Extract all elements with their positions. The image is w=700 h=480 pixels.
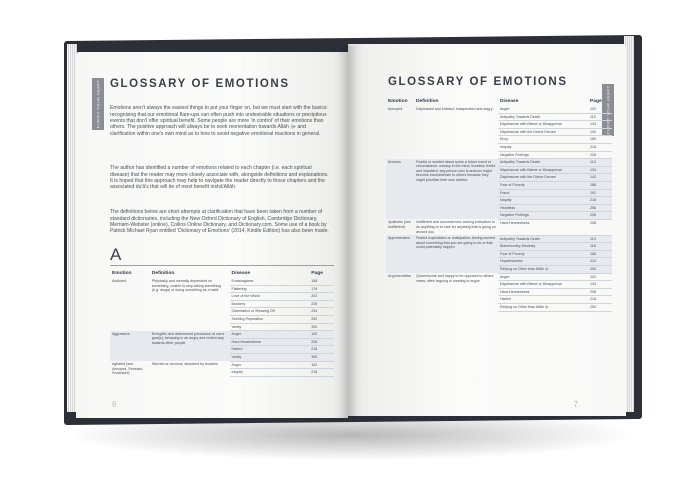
page-cell: 102 [309, 361, 334, 369]
left-page-title: GLOSSARY OF EMOTIONS [110, 78, 290, 90]
disease-cell: Antipathy Towards Death [498, 235, 588, 243]
page-cell: 214 [588, 258, 612, 266]
disease-cell: Displeasure with Blame or Disapproval [498, 166, 588, 174]
page-cell: 110 [588, 159, 612, 167]
disease-cell: Mockery [230, 300, 310, 308]
disease-cell: Anger [498, 273, 588, 281]
disease-cell: Fear of Poverty [498, 181, 588, 189]
disease-cell: Envy [498, 136, 588, 144]
emotion-cell: Anxious [386, 159, 414, 220]
disease-cell: Vanity [230, 353, 310, 361]
left-glossary-table [110, 268, 334, 377]
right-glossary-table [386, 96, 612, 312]
column-header: Page [311, 271, 323, 276]
left-page [76, 52, 348, 418]
right-side-tab-label: PURIFY YOUR HEART [605, 85, 611, 135]
emotion-cell: Argumentative [388, 274, 412, 279]
page-cell: 256 [588, 204, 612, 212]
table-row [386, 273, 612, 281]
page-cell: 118 [588, 243, 612, 251]
disease-cell: Iniquity [498, 143, 588, 151]
section-rule [110, 265, 334, 266]
page-cell: 234 [309, 308, 334, 316]
emotion-cell: Apathetic (see Indifferent) [388, 220, 411, 229]
disease-cell: Displeasure with Blame or Disapproval [498, 281, 588, 289]
disease-cell: Anger [498, 106, 588, 113]
disease-cell: Displeasure with the Divine Decree [498, 174, 588, 182]
column-header: Emotion [388, 99, 408, 104]
disease-cell: Negative Feelings [498, 212, 588, 220]
left-side-tab [92, 78, 104, 130]
disease-cell: Hopelessness [498, 258, 588, 266]
page-cell: 226 [588, 151, 612, 159]
disease-cell: Hard-Heartedness [230, 338, 310, 346]
page-cell: 176 [309, 285, 334, 293]
emotion-cell: Aggressive [110, 331, 150, 361]
page-cell: 254 [588, 304, 612, 312]
column-header: Emotion [112, 271, 132, 276]
table-row [110, 361, 334, 369]
page-cell: 218 [588, 197, 612, 205]
definition-cell: Quarrelsome and happy to be opposed to others' views; often arguing or wanting to argue [416, 274, 495, 283]
definition-cell: Fearful or worried about some a future event or circumstance; uneasy in the mind; troubled, fretful and impatient; any person who is anxious might become inconsiderate to others because they might prioritise their own welfare [414, 159, 498, 220]
page-cell: 110 [588, 113, 612, 121]
book-gutter [338, 46, 358, 418]
disease-cell: Fear of Poverty [498, 250, 588, 258]
definition-cell: Fearful expectation or anticipation; feeling worried about something that you are going to do or that could potentially happen [414, 235, 498, 273]
right-page-title: GLOSSARY OF EMOTIONS [388, 76, 568, 88]
right-page-number: 7 [573, 400, 578, 409]
disease-cell: Relying on Other than Allāh ﷻ [498, 266, 588, 274]
page-cell: 254 [588, 266, 612, 274]
disease-cell: Love of the World [230, 293, 310, 301]
page-cell: 186 [588, 250, 612, 258]
disease-cell: Antipathy Towards Death [498, 113, 588, 121]
disease-cell: Relying on Other than Allāh ﷻ [498, 304, 588, 312]
disease-cell: Seeking Reputation [230, 315, 310, 323]
page-cell: 262 [309, 315, 334, 323]
table-row [386, 159, 612, 167]
column-header: Disease [500, 99, 519, 104]
disease-cell: Hatred [498, 296, 588, 304]
emotion-cell: Apprehensive [386, 235, 414, 273]
page-cell: 226 [588, 212, 612, 220]
page-cell: 142 [588, 174, 612, 182]
page-cell: 102 [588, 273, 612, 281]
table-row [386, 219, 612, 235]
disease-cell: Displeasure with the Divine Decree [498, 128, 588, 136]
table-row [110, 331, 334, 339]
disease-cell: Displeasure with Blame or Disapproval [498, 121, 588, 129]
emotion-cell: Annoyed [388, 107, 403, 111]
page-cell: 218 [309, 369, 334, 377]
page-cell: 208 [588, 219, 612, 235]
page-cell: 226 [309, 300, 334, 308]
disease-cell: Fraud [498, 189, 588, 197]
disease-cell: Anger [230, 331, 310, 339]
page-cell: 168 [309, 278, 334, 285]
disease-cell: Vanity [230, 323, 310, 331]
disease-cell: Iniquity [498, 197, 588, 205]
disease-cell: Hatred [230, 346, 310, 354]
page-cell: 102 [309, 331, 334, 339]
column-header: Disease [231, 271, 251, 276]
page-cell: 110 [588, 235, 612, 243]
disease-cell: Anger [230, 361, 310, 369]
left-side-tab-label: PURIFY YOUR HEART [95, 79, 101, 129]
emotion-cell: Agitated (see Annoyed, Stressed, Frustrated) [112, 362, 144, 376]
disease-cell: Blameworthy Modesty [498, 243, 588, 251]
disease-cell: Antipathy Towards Death [498, 159, 588, 167]
page-cell: 208 [588, 288, 612, 296]
disease-cell: Flattering [230, 285, 310, 293]
page-cell: 300 [309, 323, 334, 331]
section-letter: A [110, 245, 122, 264]
table-row [110, 278, 334, 285]
disease-cell: Heartless [498, 204, 588, 212]
disease-cell: Negative Feelings [498, 151, 588, 159]
page-cell: 218 [588, 296, 612, 304]
disease-cell: Extravagance [230, 278, 310, 285]
intro-paragraph-1: Emotions aren't always the easiest things to put your finger on, but we must start with the basics: recognising that our emotional flare-ups can often push into undesirable situations or precipitous events that don't offer spiritual benefit. Some people are more 'in control' of their emotions than others. The positive approach will always be to seek reorientation towards Allāh ﷻ and clarification within one's own mind as to how to avoid negative emotional reactions in general. [110, 105, 328, 137]
column-header: Definition [151, 271, 175, 276]
disease-cell: Hard-Heartedness [498, 219, 588, 235]
left-page-number: 6 [112, 400, 117, 409]
disease-cell: Iniquity [230, 369, 310, 377]
page-cell: 218 [588, 143, 612, 151]
table-header-row [386, 96, 612, 106]
definition-cell: Worried or nervous; disturbed by troubles [151, 362, 218, 367]
table-row [386, 106, 612, 113]
column-header: Definition [416, 99, 439, 104]
definition-cell: Energetic and determined pursuance of one's goal(s); behaving in an angry and violent way towards other people [150, 331, 230, 361]
page-cell: 218 [309, 346, 334, 354]
page-cell: 160 [588, 136, 612, 144]
page-cell: 192 [588, 189, 612, 197]
page-cell: 134 [588, 281, 612, 289]
definition-cell: Physically and mentally dependent on something, unable to stop taking something (e.g. drugs) or doing something as a habit [151, 279, 222, 293]
page-cell: 202 [309, 293, 334, 301]
definition-cell: Indifferent and unconcerned; lacking inclination to do anything or to care for anything that is going on around you [416, 220, 496, 234]
page-cell: 300 [309, 353, 334, 361]
page-cell: 102 [588, 106, 612, 113]
intro-paragraph-2: The author has identified a number of emotions related to each chapter (i.e. each spiritual disease) that the reader may more closely associate with, alongside definitions and explanations. It is hoped that this approach may help to navigate the reader directly to those chapters and the associated du'ā's that will be of most benefit inshā'Allāh. [110, 165, 329, 191]
page-cell: 142 [588, 128, 612, 136]
table-row [386, 235, 612, 243]
disease-cell: Hard-Heartedness [498, 288, 588, 296]
table-header-row [110, 268, 334, 278]
disease-cell: Ostentation or Showing Off [230, 308, 310, 316]
column-header: Page [590, 99, 602, 104]
page-cell: 134 [588, 121, 612, 129]
definition-cell: Displeased and irritated; exasperated and angry [416, 107, 493, 111]
page-cell: 208 [309, 338, 334, 346]
intro-paragraph-3: The definitions below are short attempts at clarification that have been taken from a number of standard dictionaries, including the New Oxford Dictionary of English, Cambridge Dictionary, Merriam-Webster (online), Collins Online Dictionary, and Dictionary.com. Some use of a book by Patrick Michael Ryan entitled 'Dictionary of Emotions' (2014, Kindle Edition) has also been made. [110, 209, 329, 235]
right-page [348, 44, 626, 416]
emotion-cell: Addicted [112, 279, 126, 283]
page-cell: 186 [588, 181, 612, 189]
page-cell: 134 [588, 166, 612, 174]
